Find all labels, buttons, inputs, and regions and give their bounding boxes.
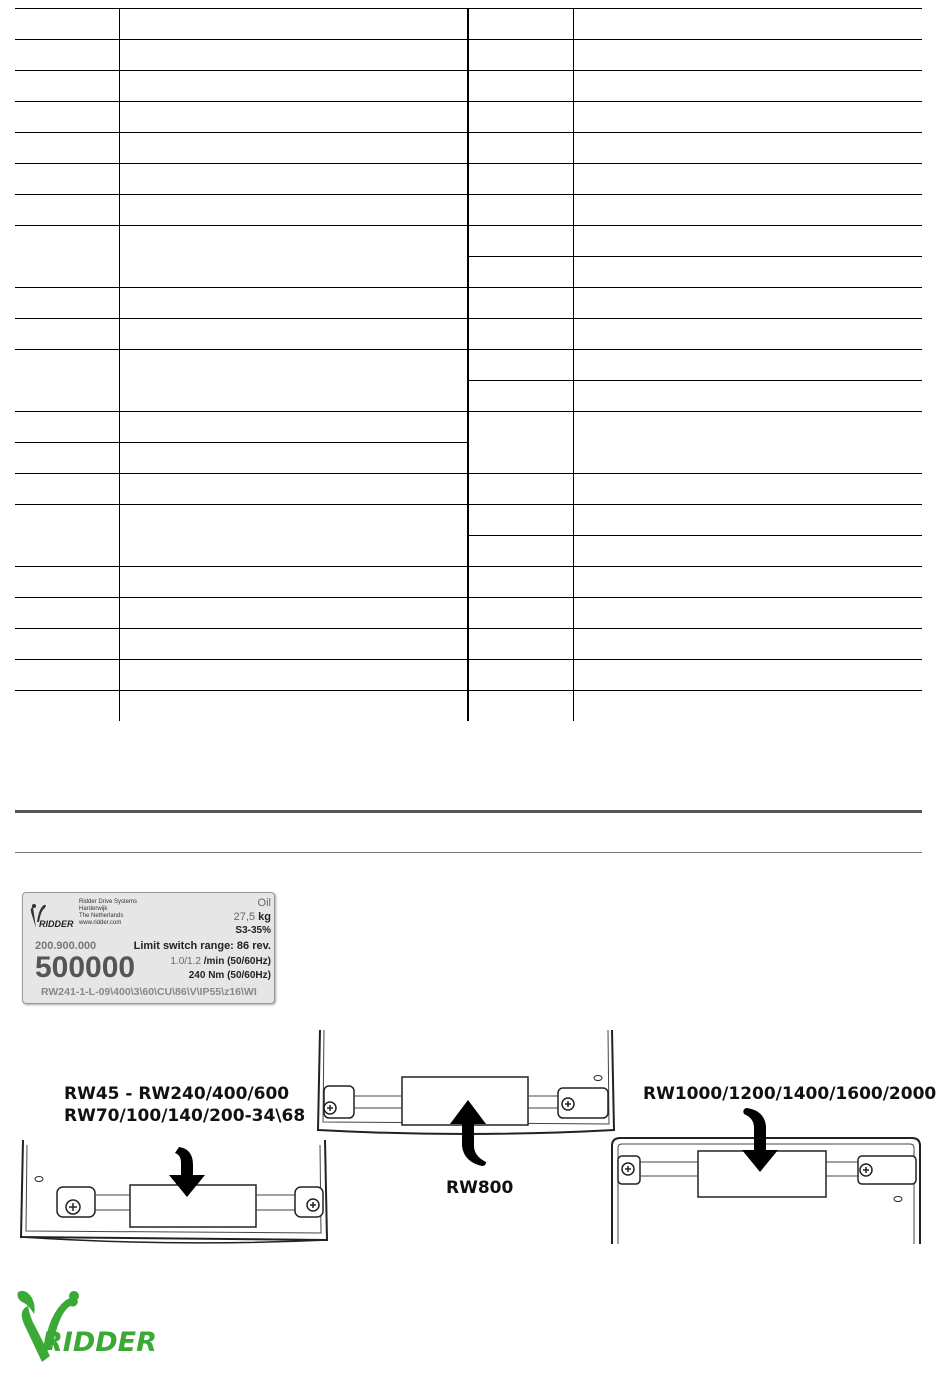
- section-rule-bottom: [15, 852, 922, 853]
- arrow-down-icon: [740, 1106, 782, 1172]
- nameplate-speed-value: 1.0/1.2: [170, 956, 201, 967]
- nameplate-duty: S3-35%: [235, 925, 271, 936]
- nameplate-torque: [189, 970, 271, 981]
- nameplate-weight: [234, 911, 271, 923]
- nameplate-weight-value: 27,5: [233, 911, 256, 923]
- arrow-up-icon: [446, 1100, 490, 1168]
- footer-logo-text: RIDDER: [42, 1327, 157, 1358]
- section-rule-top: [15, 810, 922, 813]
- nameplate-torque-value: 240: [188, 970, 206, 981]
- nameplate-limit: [134, 940, 271, 952]
- nameplate-weight-unit: kg: [258, 911, 271, 923]
- nameplate-torque-unit: Nm (50/60Hz): [208, 970, 271, 981]
- nameplate-speed-unit: /min (50/60Hz): [203, 956, 271, 967]
- nameplate-company-1: Ridder Drive Systems: [79, 899, 138, 905]
- diagram-center-label: RW800: [446, 1178, 514, 1198]
- nameplate-limit-unit: rev.: [252, 940, 271, 952]
- nameplate-type-code: RW241-1-L-09\400\3\60\CU\86\V\IP55\z16\WI: [41, 986, 257, 998]
- nameplate-brand: RIDDER: [39, 919, 74, 929]
- nameplate-oil: Oil: [257, 897, 271, 909]
- nameplate-company-2: Harderwijk: [79, 906, 108, 912]
- nameplate: [22, 892, 275, 1004]
- nameplate-part-number: 200.900.000: [35, 940, 97, 952]
- nameplate-serial: 500000: [35, 951, 136, 984]
- diagram-right-label: RW1000/1200/1400/1600/2000: [643, 1084, 937, 1104]
- nameplate-company-3: The Netherlands: [79, 913, 124, 919]
- housing-diagram-left: [15, 1045, 335, 1245]
- nameplate-company-4: www.ridder.com: [79, 920, 122, 926]
- diagram-left-label-2: RW70/100/140/200-34\68: [64, 1106, 306, 1126]
- nameplate-speed: [170, 956, 271, 967]
- nameplate-limit-label: Limit switch range:: [133, 940, 234, 952]
- nameplate-limit-value: 86: [236, 940, 250, 952]
- empty-spec-table: [15, 8, 922, 721]
- diagram-left-label-1: RW45 - RW240/400/600: [64, 1084, 290, 1104]
